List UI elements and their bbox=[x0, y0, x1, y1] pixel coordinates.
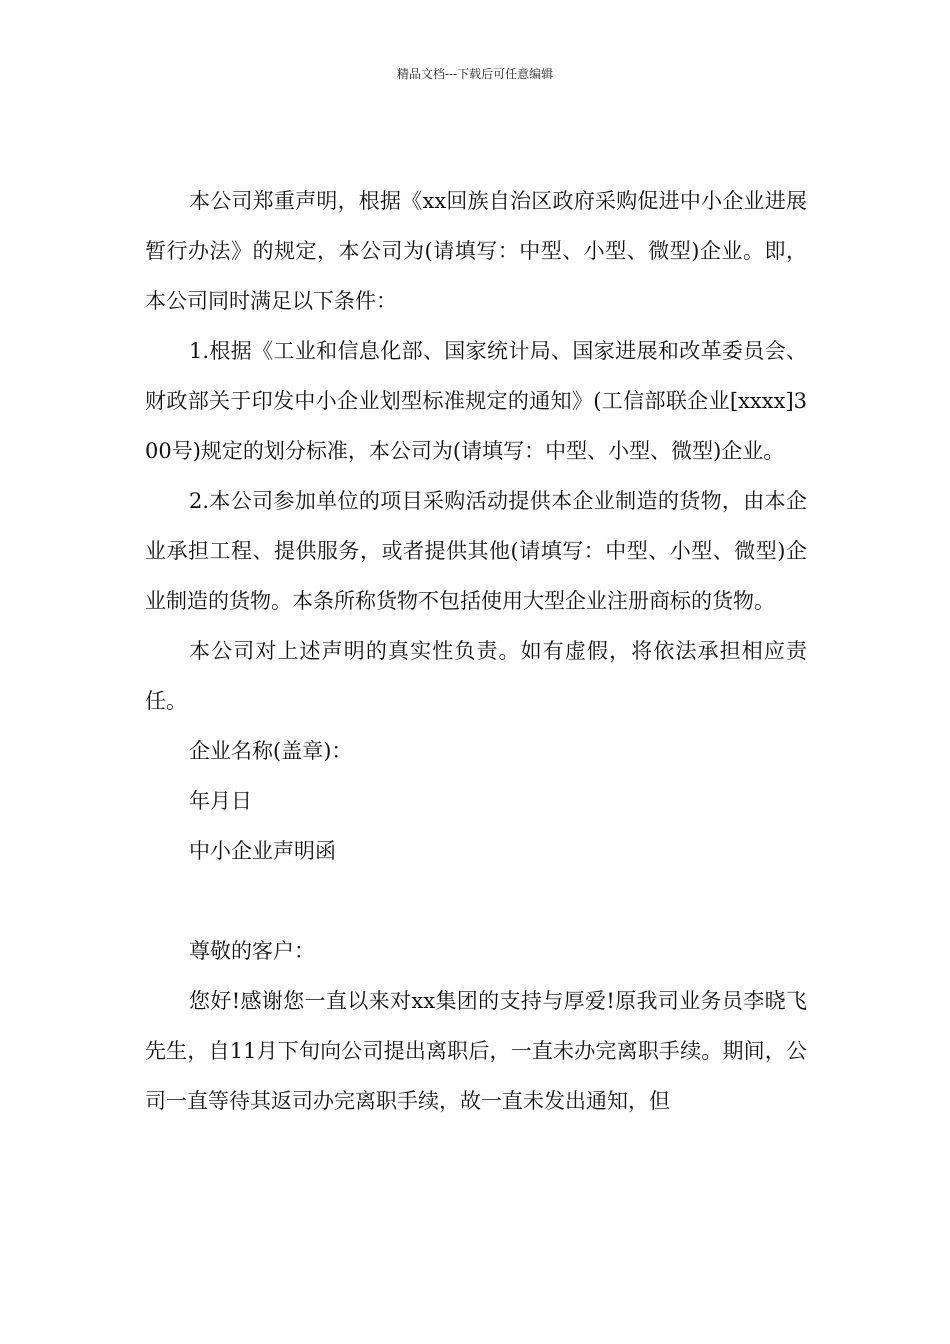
page-header: 精品文档---下载后可任意编辑 bbox=[396, 67, 554, 81]
company-name-label: 企业名称(盖章)： bbox=[189, 739, 353, 763]
letter-salutation: 尊敬的客户： bbox=[189, 939, 315, 963]
declaration-responsibility: 本公司对上述声明的真实性负责。如有虚假，将依法承担相应责任。 bbox=[145, 639, 807, 713]
date-label: 年月日 bbox=[189, 789, 252, 813]
declaration-title: 中小企业声明函 bbox=[189, 839, 336, 863]
declaration-intro: 本公司郑重声明，根据《xx回族自治区政府采购促进中小企业进展暂行办法》的规定，本公司为(请填写：中型、小型、微型)企业。即，本公司同时满足以下条件： bbox=[145, 189, 807, 313]
letter-body: 您好!感谢您一直以来对xx集团的支持与厚爱!原我司业务员李晓飞先生，自11月下旬向公司提出离职后，一直未办完离职手续。期间，公司一直等待其返司办完离职手续，故一直未发出通知，但 bbox=[145, 989, 807, 1113]
section-gap bbox=[145, 876, 807, 926]
declaration-item-2: 2.本公司参加单位的项目采购活动提供本企业制造的货物，由本企业承担工程、提供服务，或者提供其他(请填写：中型、小型、微型)企业制造的货物。本条所称货物不包括使用大型企业注册商标的货物。 bbox=[145, 489, 807, 613]
document-body bbox=[145, 176, 807, 1126]
declaration-item-1: 1.根据《工业和信息化部、国家统计局、国家进展和改革委员会、财政部关于印发中小企业划型标准规定的通知》(工信部联企业[xxxx]300号)规定的划分标准，本公司为(请填写：中型、小型、微型)企业。 bbox=[145, 339, 807, 463]
